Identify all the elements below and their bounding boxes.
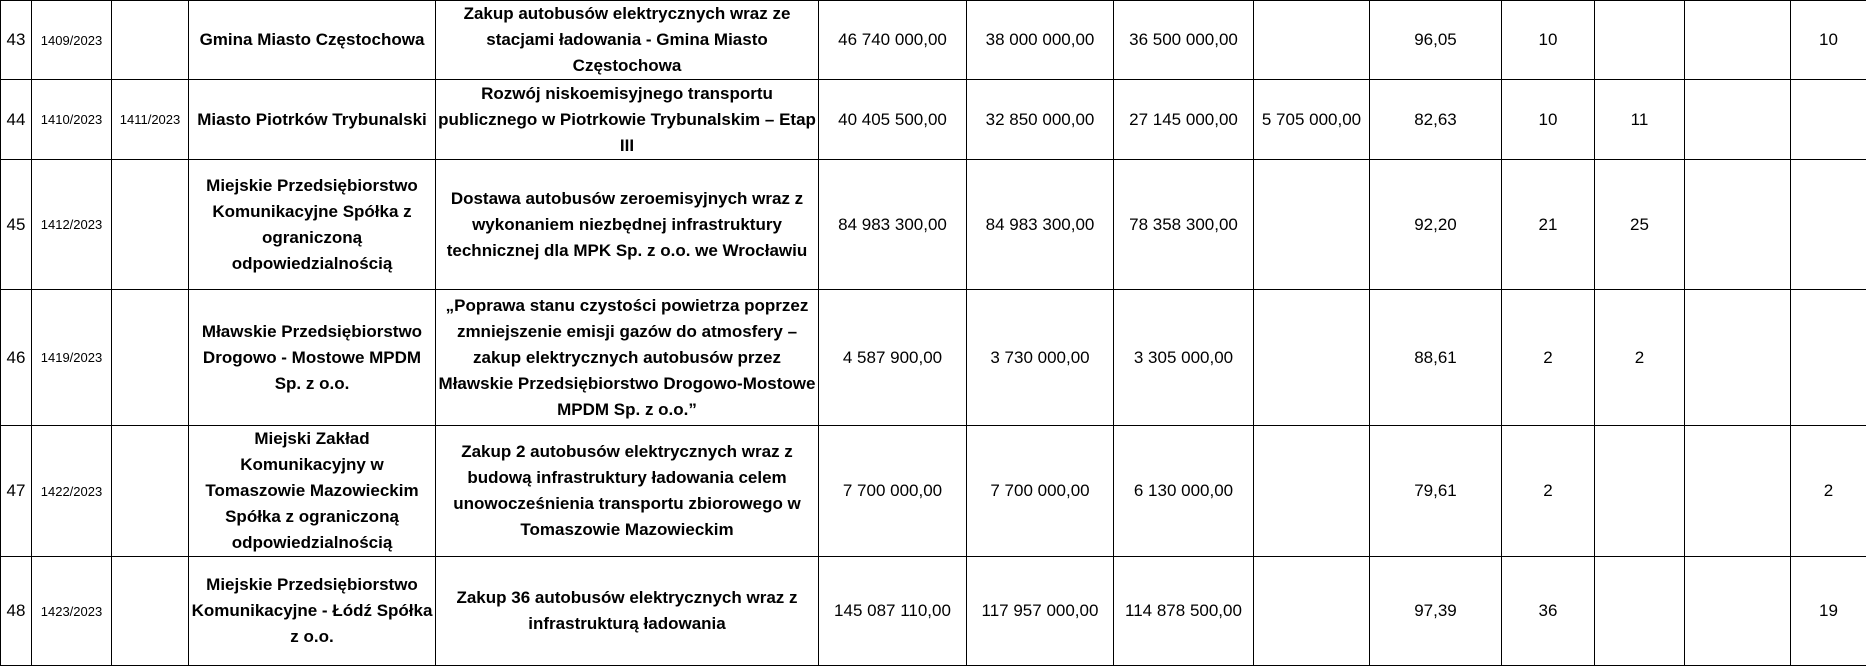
row-number: 44 bbox=[1, 80, 32, 160]
beneficiary-name: Miejskie Przedsiębiorstwo Komunikacyjne - Łódź Spółka z o.o. bbox=[189, 557, 436, 666]
beneficiary-name: Gmina Miasto Częstochowa bbox=[189, 1, 436, 80]
bus-count-3 bbox=[1685, 426, 1791, 557]
loan-amount bbox=[1254, 1, 1370, 80]
loan-amount bbox=[1254, 557, 1370, 666]
table-row bbox=[1, 160, 1866, 290]
row-number: 45 bbox=[1, 160, 32, 290]
charger-count: 2 bbox=[1791, 426, 1866, 557]
score: 92,20 bbox=[1370, 160, 1502, 290]
bus-count-3 bbox=[1685, 160, 1791, 290]
bus-count-2: 11 bbox=[1595, 80, 1685, 160]
application-number: 1422/2023 bbox=[32, 426, 112, 557]
loan-amount: 5 705 000,00 bbox=[1254, 80, 1370, 160]
bus-count: 10 bbox=[1502, 1, 1595, 80]
table-row bbox=[1, 1, 1866, 80]
application-number-secondary bbox=[112, 426, 189, 557]
beneficiary-name: Miejski Zakład Komunikacyjny w Tomaszowie Mazowieckim Spółka z ograniczoną odpowiedzialnością bbox=[189, 426, 436, 557]
loan-amount bbox=[1254, 290, 1370, 426]
score: 82,63 bbox=[1370, 80, 1502, 160]
bus-count-2 bbox=[1595, 426, 1685, 557]
charger-count bbox=[1791, 160, 1866, 290]
application-number: 1410/2023 bbox=[32, 80, 112, 160]
row-number: 43 bbox=[1, 1, 32, 80]
application-number-secondary: 1411/2023 bbox=[112, 80, 189, 160]
application-number: 1419/2023 bbox=[32, 290, 112, 426]
table-row bbox=[1, 80, 1866, 160]
project-title: Zakup autobusów elektrycznych wraz ze stacjami ładowania - Gmina Miasto Częstochowa bbox=[436, 1, 819, 80]
eligible-cost: 32 850 000,00 bbox=[967, 80, 1114, 160]
table-row bbox=[1, 290, 1866, 426]
project-title: „Poprawa stanu czystości powietrza poprzez zmniejszenie emisji gazów do atmosfery – zakup elektrycznych autobusów przez Mławskie Przedsiębiorstwo Drogowo-Mostowe MPDM Sp. z o.o.” bbox=[436, 290, 819, 426]
bus-count-2 bbox=[1595, 1, 1685, 80]
score: 97,39 bbox=[1370, 557, 1502, 666]
eligible-cost: 117 957 000,00 bbox=[967, 557, 1114, 666]
total-cost: 46 740 000,00 bbox=[819, 1, 967, 80]
charger-count: 19 bbox=[1791, 557, 1866, 666]
score: 88,61 bbox=[1370, 290, 1502, 426]
beneficiary-name: Mławskie Przedsiębiorstwo Drogowo - Mostowe MPDM Sp. z o.o. bbox=[189, 290, 436, 426]
charger-count: 10 bbox=[1791, 1, 1866, 80]
row-number: 46 bbox=[1, 290, 32, 426]
bus-count: 10 bbox=[1502, 80, 1595, 160]
score: 96,05 bbox=[1370, 1, 1502, 80]
grant-amount: 27 145 000,00 bbox=[1114, 80, 1254, 160]
total-cost: 84 983 300,00 bbox=[819, 160, 967, 290]
bus-count-2: 25 bbox=[1595, 160, 1685, 290]
beneficiary-name: Miasto Piotrków Trybunalski bbox=[189, 80, 436, 160]
eligible-cost: 7 700 000,00 bbox=[967, 426, 1114, 557]
grant-amount: 78 358 300,00 bbox=[1114, 160, 1254, 290]
bus-count-2: 2 bbox=[1595, 290, 1685, 426]
total-cost: 145 087 110,00 bbox=[819, 557, 967, 666]
eligible-cost: 3 730 000,00 bbox=[967, 290, 1114, 426]
row-number: 48 bbox=[1, 557, 32, 666]
project-title: Dostawa autobusów zeroemisyjnych wraz z wykonaniem niezbędnej infrastruktury technicznej dla MPK Sp. z o.o. we Wrocławiu bbox=[436, 160, 819, 290]
bus-count-3 bbox=[1685, 1, 1791, 80]
eligible-cost: 38 000 000,00 bbox=[967, 1, 1114, 80]
loan-amount bbox=[1254, 426, 1370, 557]
bus-count-3 bbox=[1685, 80, 1791, 160]
charger-count bbox=[1791, 80, 1866, 160]
bus-count: 36 bbox=[1502, 557, 1595, 666]
bus-count-3 bbox=[1685, 557, 1791, 666]
score: 79,61 bbox=[1370, 426, 1502, 557]
grant-amount: 6 130 000,00 bbox=[1114, 426, 1254, 557]
project-title: Rozwój niskoemisyjnego transportu publicznego w Piotrkowie Trybunalskim – Etap III bbox=[436, 80, 819, 160]
total-cost: 4 587 900,00 bbox=[819, 290, 967, 426]
grant-amount: 36 500 000,00 bbox=[1114, 1, 1254, 80]
bus-count-2 bbox=[1595, 557, 1685, 666]
application-number-secondary bbox=[112, 160, 189, 290]
bus-count: 21 bbox=[1502, 160, 1595, 290]
application-number: 1409/2023 bbox=[32, 1, 112, 80]
bus-count: 2 bbox=[1502, 426, 1595, 557]
table-row bbox=[1, 557, 1866, 666]
total-cost: 40 405 500,00 bbox=[819, 80, 967, 160]
bus-count: 2 bbox=[1502, 290, 1595, 426]
row-number: 47 bbox=[1, 426, 32, 557]
total-cost: 7 700 000,00 bbox=[819, 426, 967, 557]
application-number-secondary bbox=[112, 290, 189, 426]
project-title: Zakup 36 autobusów elektrycznych wraz z infrastrukturą ładowania bbox=[436, 557, 819, 666]
project-title: Zakup 2 autobusów elektrycznych wraz z budową infrastruktury ładowania celem unowocześnienia transportu zbiorowego w Tomaszowie Mazowieckim bbox=[436, 426, 819, 557]
application-number: 1423/2023 bbox=[32, 557, 112, 666]
bus-count-3 bbox=[1685, 290, 1791, 426]
application-number: 1412/2023 bbox=[32, 160, 112, 290]
table-row bbox=[1, 426, 1866, 557]
beneficiary-name: Miejskie Przedsiębiorstwo Komunikacyjne Spółka z ograniczoną odpowiedzialnością bbox=[189, 160, 436, 290]
charger-count bbox=[1791, 290, 1866, 426]
grant-amount: 114 878 500,00 bbox=[1114, 557, 1254, 666]
application-number-secondary bbox=[112, 1, 189, 80]
grant-amount: 3 305 000,00 bbox=[1114, 290, 1254, 426]
eligible-cost: 84 983 300,00 bbox=[967, 160, 1114, 290]
loan-amount bbox=[1254, 160, 1370, 290]
application-number-secondary bbox=[112, 557, 189, 666]
